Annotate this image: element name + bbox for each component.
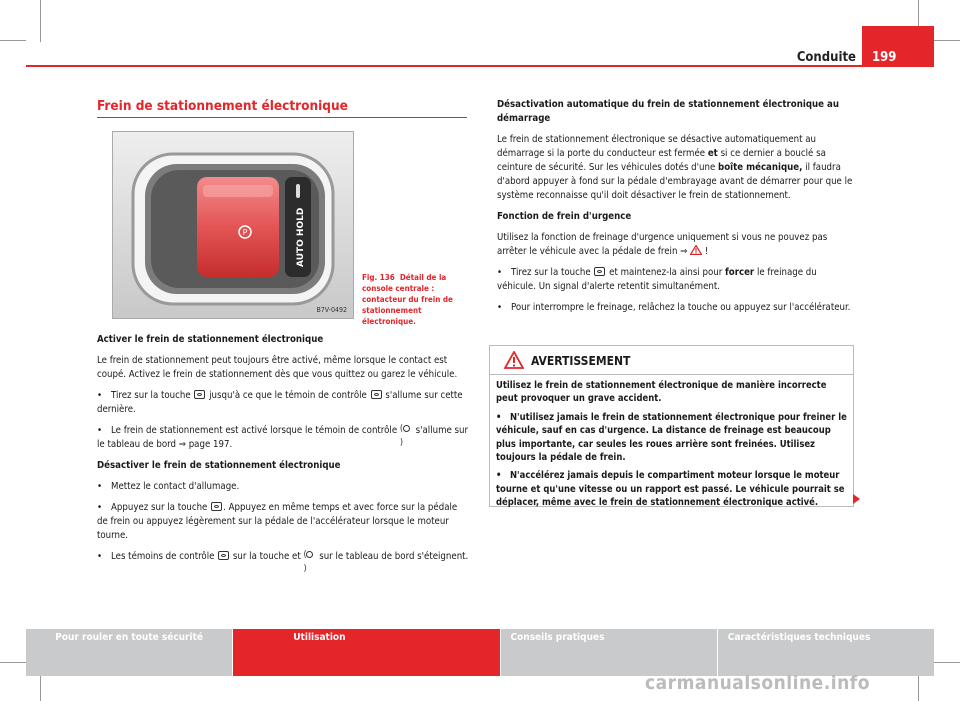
parking-brake-lamp-icon — [218, 551, 229, 560]
parking-brake-console-illustration — [113, 132, 354, 319]
watermark: carmanualsonline.info — [645, 672, 870, 694]
emphasis-text: et — [707, 148, 718, 159]
list-item — [497, 266, 857, 294]
auto-release-title: Désactivation automatique du frein de stationnement électronique au démarrage — [497, 99, 839, 124]
figure-number: Fig. 136 — [362, 273, 395, 282]
bullet-dot: • — [97, 481, 103, 492]
list-item-text: Le frein de stationnement est activé lorsque le témoin de contrôle — [111, 425, 398, 436]
list-item — [496, 411, 847, 465]
warning-triangle-icon — [690, 245, 702, 255]
activate-title: Activer le frein de stationnement électronique — [97, 334, 324, 345]
bullet-dot: • — [496, 470, 502, 482]
brake-warning-lamp-icon — [304, 551, 315, 560]
svg-text:P: P — [242, 228, 248, 237]
emphasis-text: forcer — [725, 267, 755, 278]
list-item — [497, 301, 857, 315]
warning-intro: Utilisez le frein de stationnement électronique de manière incorrecte peut provoquer un grave accident. — [496, 380, 827, 405]
list-item-text: Tirez sur la touche — [111, 390, 191, 401]
emphasis-text: boîte mécanique, — [718, 162, 803, 173]
bullet-dot: • — [97, 390, 103, 401]
figure-parking-brake-switch — [112, 131, 354, 319]
paragraph-text: ! — [704, 246, 709, 257]
warning-header — [490, 346, 853, 375]
paragraph-text: il faudra d'abord appuyer à fond sur la pédale d'embrayage avant de démarrer pour que le système reconnaisse qu'il doit désactiver le frein de stationnement. — [497, 162, 853, 201]
crop-mark — [40, 0, 41, 42]
bullet-dot: • — [497, 302, 503, 313]
footer-tab-operation[interactable]: Utilisation — [233, 629, 499, 676]
continue-arrow-icon — [853, 494, 860, 504]
emergency-text — [497, 231, 857, 259]
bullet-dot: • — [497, 267, 503, 278]
warning-triangle-icon — [504, 351, 524, 369]
list-item-text: jusqu'à ce que le témoin de contrôle — [209, 390, 367, 401]
page-number-tab — [796, 26, 934, 66]
list-item-text: sur le tableau de bord s'éteignent. — [319, 551, 469, 562]
auto-release-text — [497, 133, 857, 203]
list-item — [496, 469, 847, 509]
paragraph-text: Le frein de stationnement électronique se désactive automatiquement au démarrage si la porte du conducteur est fermée — [497, 134, 817, 159]
parking-brake-key-icon — [194, 390, 205, 399]
paragraph-text: si ce dernier a bouclé sa ceinture de sécurité. Sur les véhicules dotés d'une — [497, 148, 826, 173]
parking-brake-key-icon — [211, 502, 222, 511]
brake-warning-lamp-icon — [401, 425, 412, 434]
list-item — [97, 389, 469, 417]
page-reference-link[interactable]: ⇒ page 197. — [178, 439, 233, 450]
list-item-text: le freinage du véhicule. Un signal d'alerte retentit simultanément. — [497, 267, 817, 292]
list-item-text: N'accélérez jamais depuis le compartiment moteur lorsque le moteur tourne et qu'une vitesse ou un rapport est passé. Le véhicule pourrait se déplacer, même avec le frein de stationnement électronique activé. — [496, 470, 845, 509]
list-item — [97, 501, 469, 543]
list-item-text: s'allume sur cette dernière. — [97, 390, 463, 415]
parking-brake-key-icon — [594, 267, 605, 276]
bullet-dot: • — [97, 551, 103, 562]
activate-text: Le frein de stationnement peut toujours être activé, même lorsque le contact est coupé. Activez le frein de stationnement dès que vous quittez ou garez le véhicule. — [97, 355, 458, 380]
auto-hold-label: AUTO HOLD — [296, 207, 306, 267]
list-item-text: Les témoins de contrôle — [111, 551, 215, 562]
bullet-dot: • — [97, 502, 103, 513]
bullet-dot: • — [97, 425, 103, 436]
page-number: 199 — [872, 50, 897, 65]
crop-mark — [0, 40, 26, 41]
figure-code: B7V-0492 — [316, 306, 347, 314]
crop-mark — [0, 662, 26, 663]
crop-mark — [934, 662, 960, 663]
right-column — [497, 98, 857, 322]
list-item — [97, 480, 469, 494]
left-column — [97, 333, 469, 571]
parking-brake-lamp-icon — [371, 390, 382, 399]
deactivate-title: Désactiver le frein de stationnement électronique — [97, 460, 341, 471]
warning-reference-link[interactable]: ⇒ — [680, 246, 688, 257]
list-item — [97, 424, 469, 452]
list-item-text: s'allume sur le tableau de bord — [97, 425, 469, 450]
footer-tabs — [26, 629, 934, 676]
list-item-text: Tirez sur la touche — [511, 267, 591, 278]
emergency-title: Fonction de frein d'urgence — [497, 211, 632, 222]
warning-box — [489, 345, 854, 507]
footer-tab-safety[interactable]: Pour rouler en toute sécurité — [26, 629, 232, 676]
figure-caption — [362, 272, 470, 327]
figure-caption-text: Détail de la console centrale : contacteur du frein de stationnement électronique. — [362, 273, 453, 326]
footer-tab-practical-tips[interactable]: Conseils pratiques — [501, 629, 717, 676]
list-item-text: N'utilisez jamais le frein de stationnement électronique pour freiner le véhicule, sauf en cas d'urgence. La distance de freinage est beaucoup plus importante, car seules les roues arrière sont freinées. Utilisez toujours la pédale de frein. — [496, 411, 847, 464]
section-title: Conduite — [796, 50, 856, 65]
footer-tab-technical-data[interactable]: Caractéristiques techniques — [718, 629, 934, 676]
page-heading: Frein de stationnement électronique — [97, 98, 348, 114]
header-rule — [26, 65, 934, 67]
crop-mark — [934, 40, 960, 41]
paragraph-text: Utilisez la fonction de freinage d'urgence uniquement si vous ne pouvez pas arrêter le véhicule avec la pédale de frein — [497, 232, 828, 257]
list-item-text: Pour interrompre le freinage, relâchez la touche ou appuyez sur l'accélérateur. — [511, 302, 851, 313]
list-item-text: et maintenez-la ainsi pour — [609, 267, 723, 278]
list-item — [97, 550, 469, 564]
list-item-text: sur la touche et — [232, 551, 301, 562]
bullet-dot: • — [496, 411, 502, 423]
list-item-text: Appuyez sur la touche — [111, 502, 208, 513]
list-item-text: . Appuyez en même temps et avec force sur la pédale de frein ou appuyez légèrement sur la pédale de l'accélérateur lorsque le moteur tourne. — [97, 502, 458, 541]
warning-title: AVERTISSEMENT — [531, 354, 631, 368]
list-item-text: Mettez le contact d'allumage. — [111, 481, 240, 492]
warning-body — [490, 375, 853, 510]
heading-rule — [97, 117, 467, 118]
